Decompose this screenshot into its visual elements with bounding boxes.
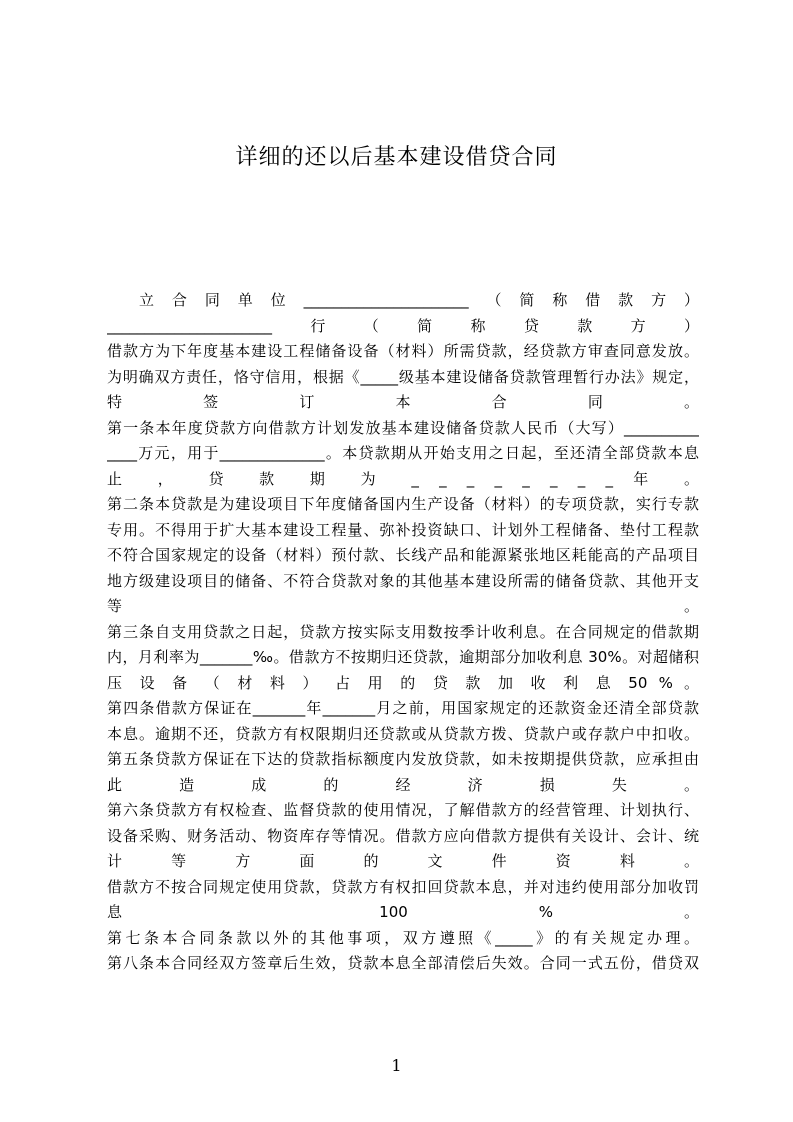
page-number: 1	[391, 1056, 402, 1075]
text-line: ____万元，用于______________。本贷款期从开始支用之日起，至还清全部贷款本息	[107, 444, 699, 462]
text-line: 第二条本贷款是为建设项目下年度储备国内生产设备（材料）的专项贷款，实行专款	[107, 495, 699, 513]
text-line: 压 设 备 （ 材 料 ） 占 用 的 贷 款 加 收 利 息 50 % 。	[107, 673, 699, 692]
text-line: 本息。逾期不还，贷款方有权限期归还贷款或从贷款方拨、贷款户或存款户中扣收。	[107, 724, 699, 743]
text-line: 专用。不得用于扩大基本建设工程量、弥补投资缺口、计划外工程储备、垫付工程款	[107, 520, 699, 539]
text-line: 不符合国家规定的设备（材料）预付款、长线产品和能源紧张地区耗能高的产品项目	[107, 546, 699, 564]
document-title: 详细的还以后基本建设借贷合同	[235, 145, 558, 170]
text-line: 息 100 % 。	[107, 903, 699, 921]
text-line: 借款方不按合同规定使用贷款，贷款方有权扣回贷款本息，并对违约使用部分加收罚	[107, 877, 699, 896]
text-line: 立合同单位______________________（简称借款方）	[139, 291, 699, 309]
text-line: ______________________行（简称贷款方）	[107, 316, 699, 335]
text-line: 第五条贷款方保证在下达的贷款指标额度内发放贷款，如未按期提供贷款，应承担由	[107, 750, 699, 768]
text-line: 特 签 订 本 合 同 。	[107, 393, 699, 411]
text-line: 计 等 方 面 的 文 件 资 料 。	[107, 852, 699, 870]
text-line: 为明确双方责任，恪守信用，根据《_____级基本建设储备贷款管理暂行办法》规定，	[107, 367, 699, 386]
text-line: 第六条贷款方有权检查、监督贷款的使用情况，了解借款方的经营管理、计划执行、	[107, 801, 699, 819]
text-line: 等 。	[107, 597, 699, 615]
text-line: 内，月利率为_______‰。借款方不按期归还贷款，逾期部分加收利息 30%。对超储积	[107, 648, 699, 666]
text-line: 第一条本年度贷款方向借款方计划发放基本建设储备贷款人民币（大写）__________	[107, 418, 699, 437]
text-line: 此 造 成 的 经 济 损 失 。	[107, 775, 699, 794]
text-line: 第四条借款方保证在_______年_______月之前，用国家规定的还款资金还清全部贷款	[107, 699, 699, 717]
text-line: 第七条本合同条款以外的其他事项，双方遵照《_____》的有关规定办理。	[107, 928, 699, 947]
text-line: 设备采购、财务活动、物资库存等情况。借款方应向借款方提供有关设计、会计、统	[107, 826, 699, 845]
text-line: 第三条自支用贷款之日起，贷款方按实际支用数按季计收利息。在合同规定的借款期	[107, 622, 699, 641]
text-line: 止 ， 贷 款 期 为 _ _ _ _ _ _ _ _ 年 。	[107, 469, 699, 488]
text-line: 借款方为下年度基本建设工程储备设备（材料）所需贷款，经贷款方审查同意发放。	[107, 342, 699, 360]
text-line: 地方级建设项目的储备、不符合贷款对象的其他基本建设所需的储备贷款、其他开支	[107, 571, 699, 590]
text-line: 第八条本合同经双方签章后生效，贷款本息全部清偿后失效。合同一式五份，借贷双	[107, 954, 699, 972]
contract-body	[107, 288, 699, 977]
